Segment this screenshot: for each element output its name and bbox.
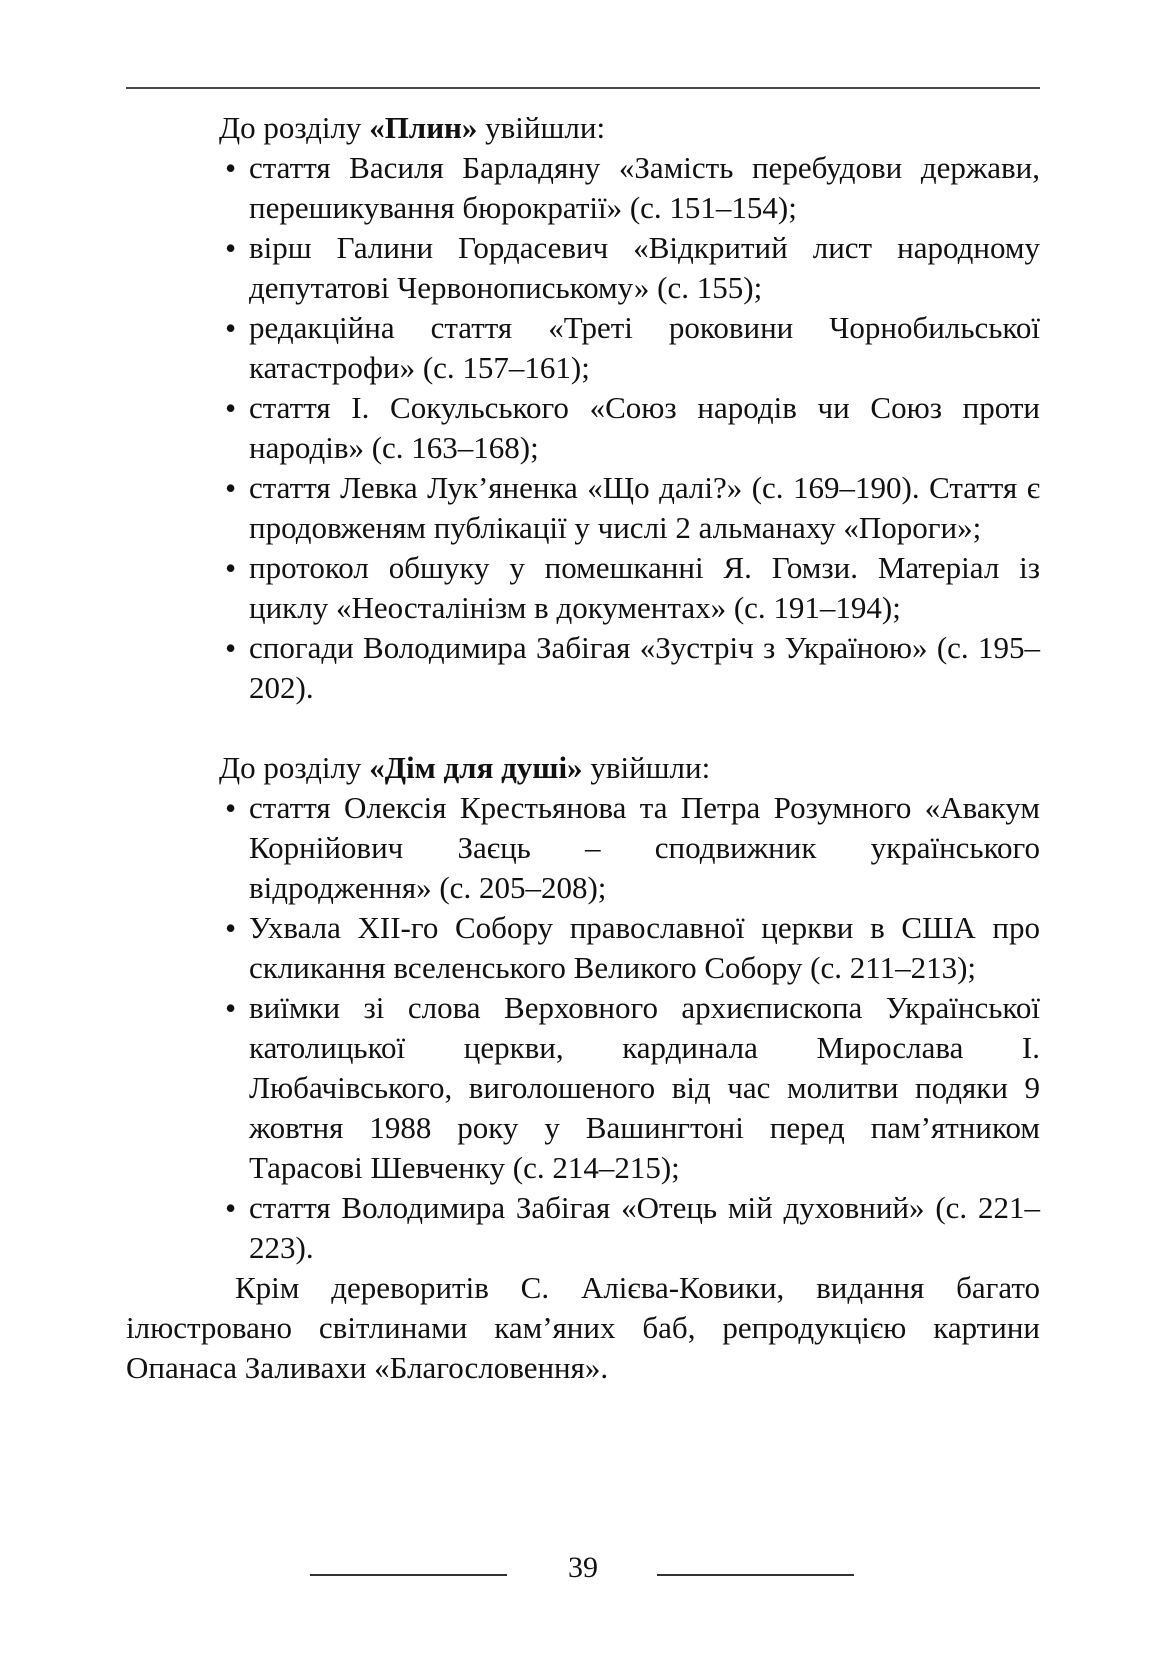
section-plyn-intro-after: увійшли: [477, 110, 606, 145]
page-footer [0, 1548, 1166, 1588]
list-item: • виїмки зі слова Верховного архиєпископа Української католицької церкви, кардинала Мирослава І. Любачівського, виголошеного від час молитви подяки 9 жовтня 1988 року у Вашингтоні перед пам’ятником Тарасові Шевченку (с. 214–215); [126, 988, 1040, 1188]
list-item: • стаття Володимира Забігая «Отець мій духовний» (с. 221–223). [126, 1188, 1040, 1268]
section-dim-list [126, 788, 1040, 1268]
list-item: • стаття Олексія Крестьянова та Петра Розумного «Авакум Корнійович Заєць – сподвижник українського відродження» (с. 205–208); [126, 788, 1040, 908]
section-plyn-intro [126, 108, 1040, 148]
list-item: • протокол обшуку у помешканні Я. Гомзи. Матеріал із циклу «Неосталінізм в документах» (с. 191–194); [126, 548, 1040, 628]
page-content [126, 108, 1040, 1388]
list-item: • вірш Галини Гордасевич «Відкритий лист народному депутатові Червонопиському» (с. 155); [126, 228, 1040, 308]
list-item: • стаття І. Сокульського «Союз народів чи Союз проти народів» (с. 163–168); [126, 388, 1040, 468]
list-item: • спогади Володимира Забігая «Зустріч з Україною» (с. 195–202). [126, 628, 1040, 708]
list-item: • редакційна стаття «Треті роковини Чорнобильської катастрофи» (с. 157–161); [126, 308, 1040, 388]
section-dim-title: «Дім для душі» [369, 750, 583, 785]
footer-rule-right [657, 1574, 854, 1576]
list-item: • стаття Левка Лук’яненка «Що далі?» (с. 169–190). Стаття є продовженям публікації у числі 2 альманаху «Пороги»; [126, 468, 1040, 548]
section-dim-intro-before: До розділу [219, 750, 370, 785]
closing-paragraph: Крім дереворитів С. Алієва-Ковики, видання багато ілюстровано світлинами кам’яних баб, репродукцією картини Опанаса Заливахи «Благословення». [126, 1270, 1040, 1385]
page-number: 39 [568, 1551, 598, 1584]
section-spacer [126, 708, 1040, 748]
section-dim-intro-after: увійшли: [582, 750, 711, 785]
list-item: • стаття Василя Барладяну «Замість перебудови держави, перешикування бюрократії» (с. 151–154); [126, 148, 1040, 228]
list-item: • Ухвала XII-го Собору православної церкви в США про скликання вселенського Великого Собору (с. 211–213); [126, 908, 1040, 988]
section-plyn-list [126, 148, 1040, 708]
section-plyn-title: «Плин» [369, 110, 478, 145]
section-dim-intro [126, 748, 1040, 788]
header-rule [126, 87, 1040, 89]
section-plyn-intro-before: До розділу [219, 110, 370, 145]
